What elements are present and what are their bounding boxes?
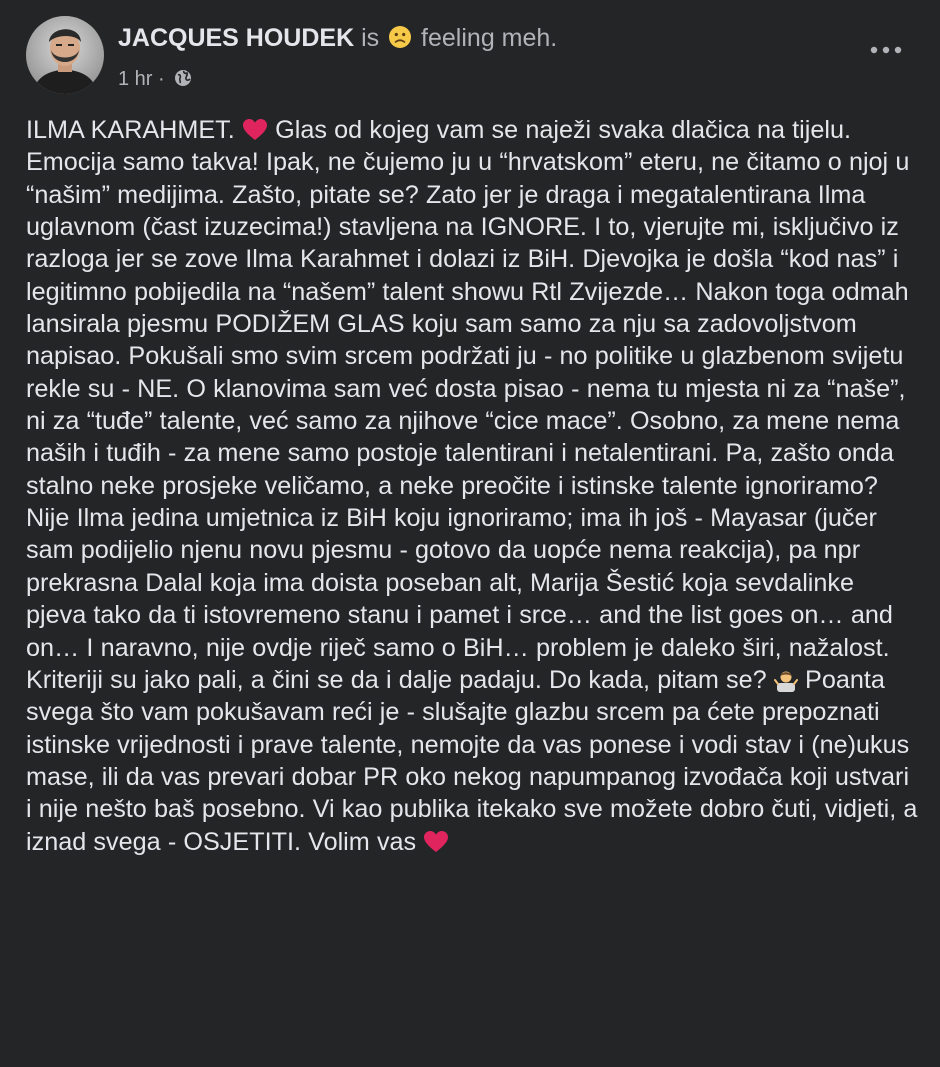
red-heart-emoji [242, 118, 268, 142]
more-options-button[interactable] [866, 40, 906, 60]
timestamp[interactable]: 1 hr [118, 68, 153, 90]
three-dots-icon [866, 40, 906, 60]
person-shrugging-emoji [774, 668, 798, 692]
post-body-part-3: Poanta svega što vam pokušavam reći je - slušajte glazbu srcem pa ćete prepoznati istinske vrijednosti i prave talente, nemojte da vas ponese i vodi stav i (ne)ukus mase, ili da vas prevari dobar PR oko nekog napumpanog izvođača koji ustvari i nije nešto baš posebno. Vi kao publika itekako sve možete dobro čuti, vidjeti, a iznad svega - OSJETITI. Volim vas [26, 665, 918, 856]
author-line [118, 22, 557, 54]
globe-icon[interactable] [174, 69, 192, 87]
slightly-frowning-face-emoji [388, 25, 412, 49]
post-body-part-1: ILMA KARAHMET. [26, 116, 242, 144]
red-heart-emoji [423, 830, 449, 854]
avatar[interactable] [26, 16, 104, 94]
meta-separator: · [152, 68, 171, 90]
author-name[interactable]: JACQUES HOUDEK [118, 24, 355, 52]
post-meta [118, 66, 192, 92]
post-body [26, 114, 918, 858]
post-header [26, 16, 916, 102]
post-body-part-2: Glas od kojeg vam se naježi svaka dlačica na tijelu. Emocija samo takva! Ipak, ne čujemo ju u “hrvatskom” eteru, ne čitamo o njoj u “našim” medijima. Zašto, pitate se? Zato jer je draga i megatalentirana Ilma uglavnom (čast izuzecima!) stavljena na IGNORE. I to, vjerujte mi, isključivo iz razloga jer se zove Ilma Karahmet i dolazi iz BiH. Djevojka je došla “kod nas” i legitimno pobijedila na “našem” talent showu Rtl Zvijezde… Nakon toga odmah lansirala pjesmu PODIŽEM GLAS koju sam samo za nju sa zadovoljstvom napisao. Pokušali smo svim srcem podržati ju - no politike u glazbenom svijetu rekle su - NE. O klanovima sam već dosta pisao - nema tu mjesta ni za “naše”, ni za “tuđe” talente, već samo za njihove “cice mace”. Osobno, za mene nema naših i tuđih - za mene samo postoje talentirani i netalentirani. Pa, zašto onda stalno neke prosjeke veličamo, a neke preočite i istinske talente ignoriramo? Nije Ilma jedina umjetnica iz BiH koju ignoriramo; ima ih još - Mayasar (jučer sam podijelio njenu novu pjesmu - gotovo da uopće nema reakcija), pa npr prekrasna Dalal koja ima doista poseban alt, Marija Šestić koja sevdalinke pjeva tako da ti istovremeno stanu i pamet i srce… and the list goes on… and on… I naravno, nije ovdje riječ samo o BiH… problem je daleko širi, nažalost. Kriteriji su jako pali, a čini se da i dalje padaju. Do kada, pitam se? [26, 116, 910, 694]
feeling-prefix: is [354, 24, 387, 52]
feeling-text[interactable]: feeling meh. [414, 24, 558, 52]
avatar-image [26, 16, 104, 94]
